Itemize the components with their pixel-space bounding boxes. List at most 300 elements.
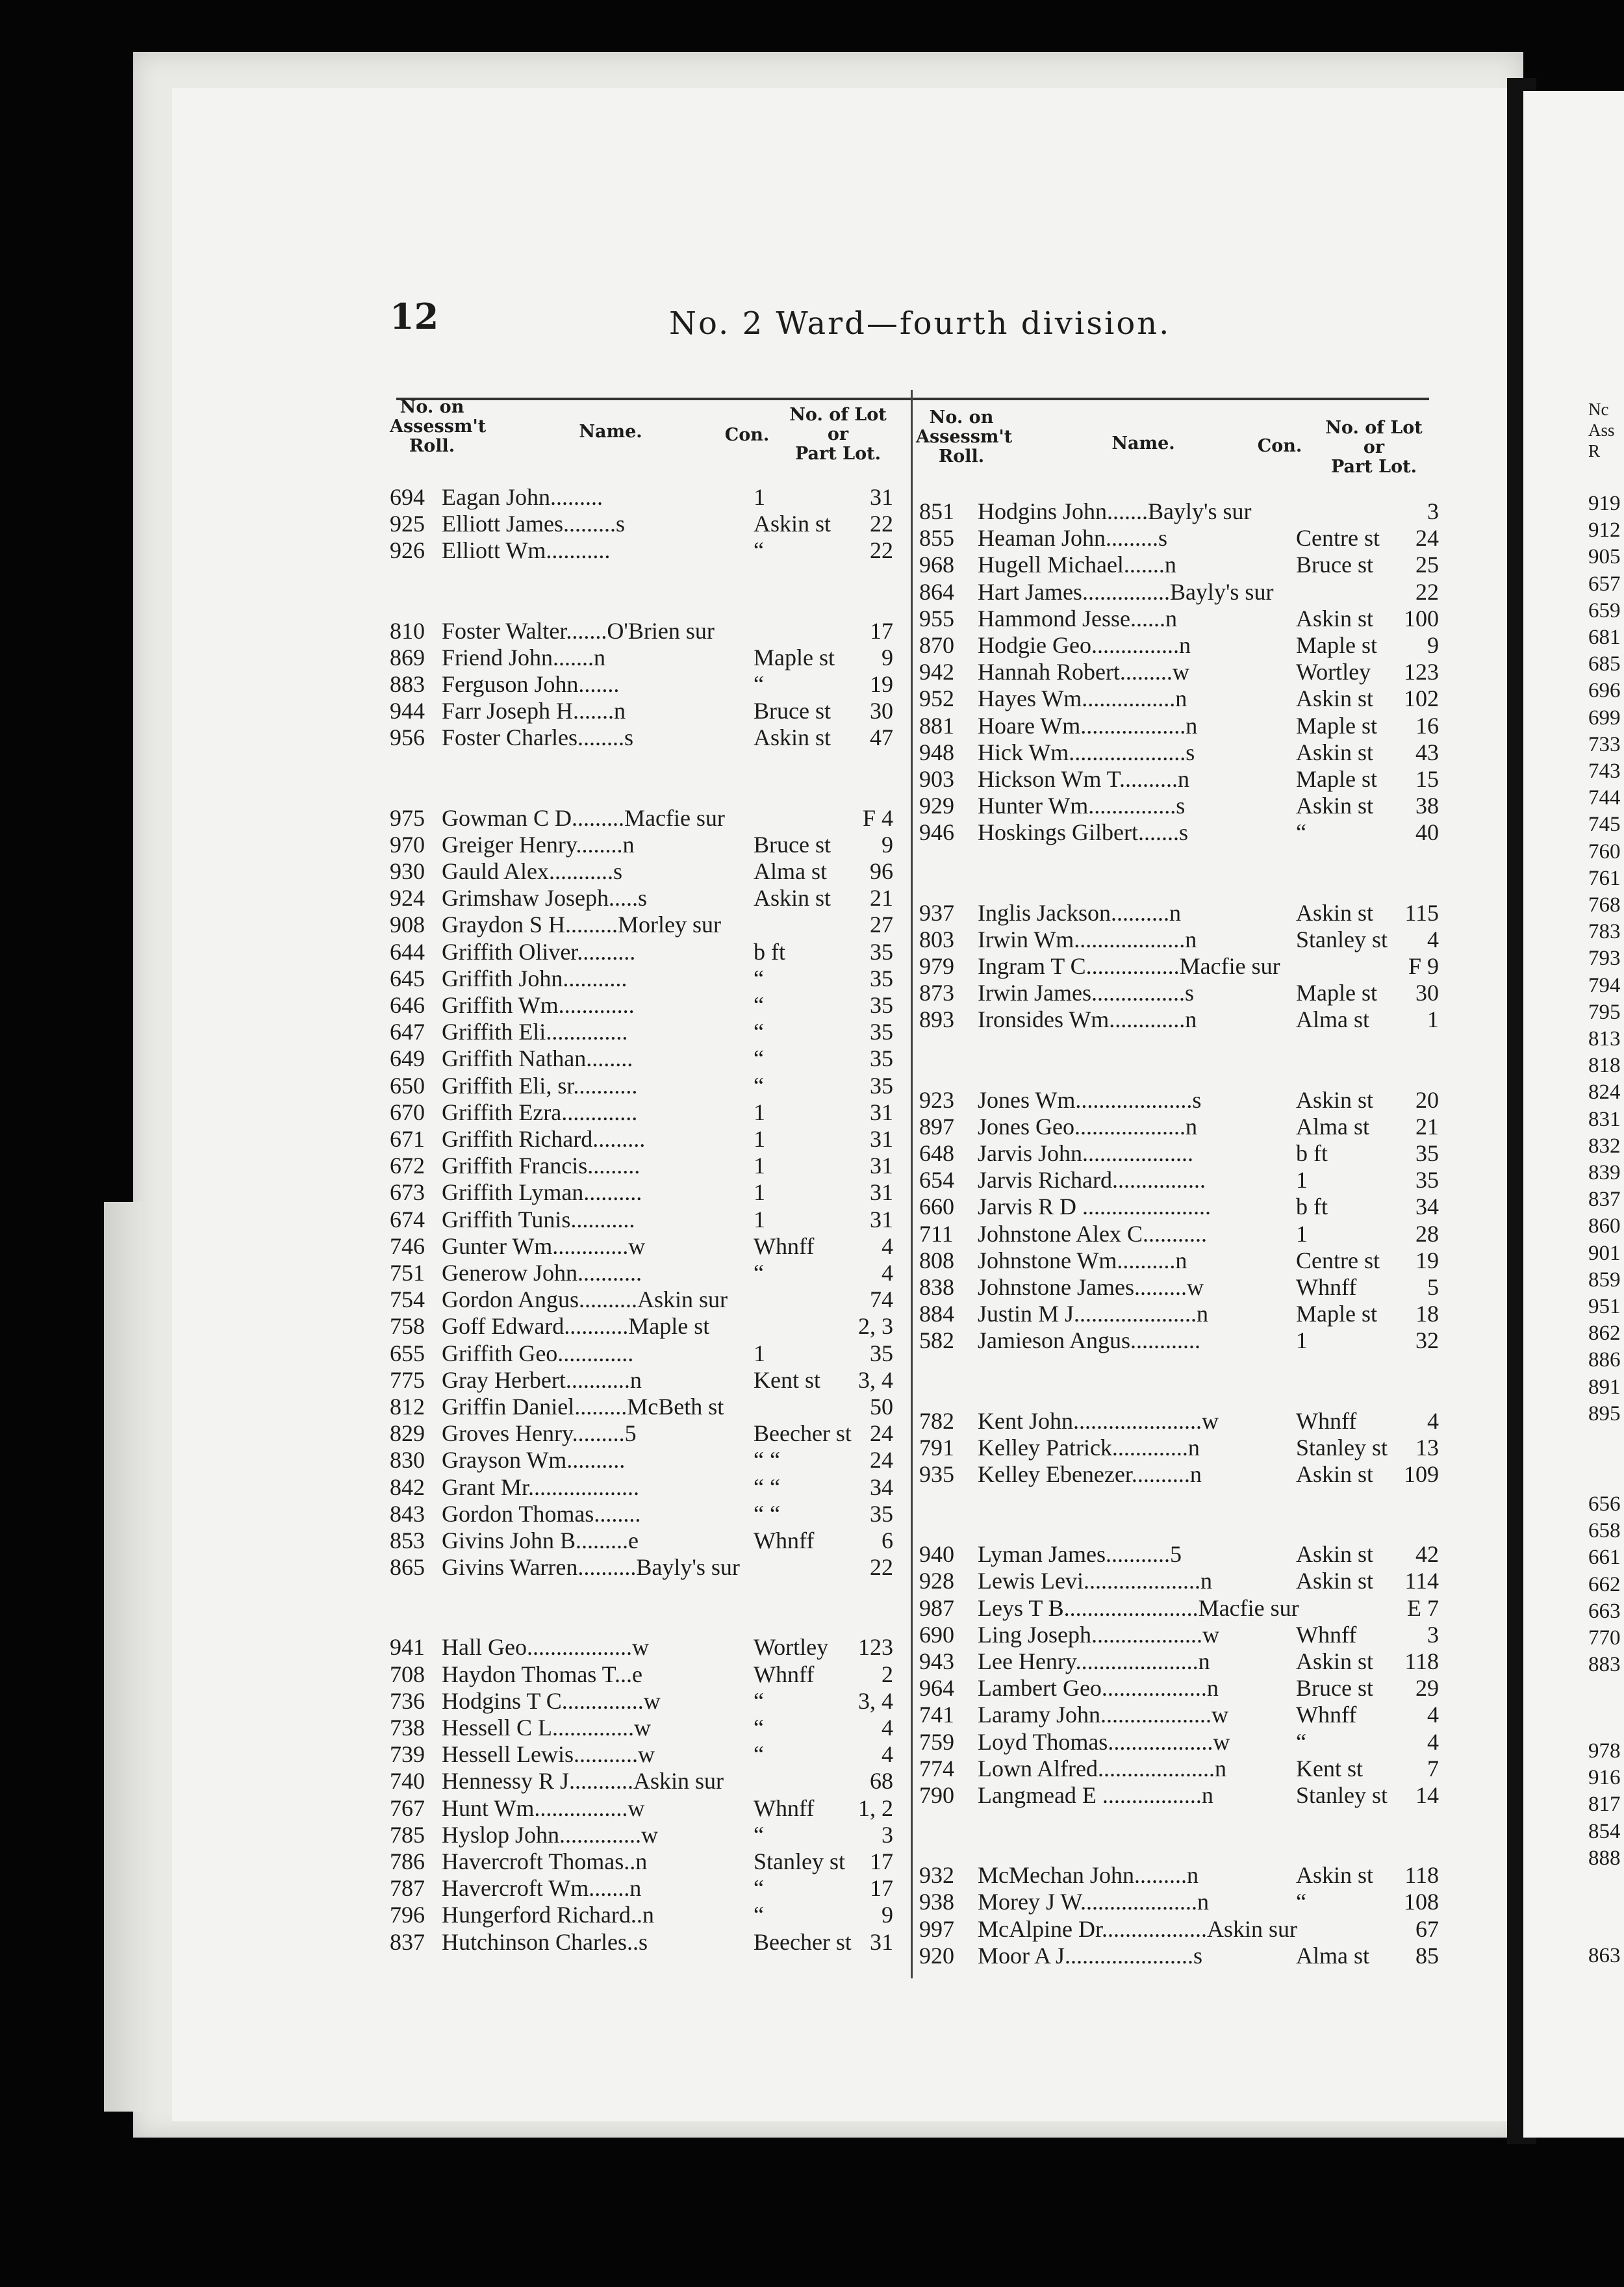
roll-number: 987 xyxy=(919,1594,954,1621)
resident-name: Heaman John.........s xyxy=(978,525,1167,552)
resident-name: McAlpine Dr..................Askin sur xyxy=(978,1915,1297,1942)
roll-number: 955 xyxy=(919,605,954,632)
directory-row xyxy=(919,766,1439,792)
resident-name: Elliott James.........s xyxy=(442,511,625,537)
resident-name: Inglis Jackson..........n xyxy=(978,899,1181,926)
resident-name: Gauld Alex...........s xyxy=(442,858,622,884)
concession: b ft xyxy=(1296,1194,1328,1220)
lot-number: 2 xyxy=(882,1661,893,1687)
lot-number: 4 xyxy=(1427,1407,1439,1434)
header-lot-line1: No. of Lot xyxy=(789,405,887,425)
roll-number: 711 xyxy=(919,1220,954,1247)
next-page-roll-number: 888 xyxy=(1588,1846,1621,1870)
resident-name: Kent John......................w xyxy=(978,1407,1219,1434)
concession: Bruce st xyxy=(754,698,831,724)
roll-number: 948 xyxy=(919,739,954,765)
roll-number: 920 xyxy=(919,1942,954,1969)
concession: Maple st xyxy=(754,644,835,671)
lot-number: 7 xyxy=(1427,1755,1439,1782)
lot-number: 22 xyxy=(1415,578,1439,605)
directory-row xyxy=(390,671,903,697)
concession: Maple st xyxy=(1296,766,1377,792)
roll-number: 782 xyxy=(919,1407,954,1434)
lot-number: 96 xyxy=(870,858,893,884)
concession: Wortley xyxy=(1296,659,1371,685)
next-page-roll-number: 685 xyxy=(1588,652,1621,676)
resident-name: Griffith Oliver.......... xyxy=(442,938,636,965)
lot-number: 3 xyxy=(882,1821,893,1848)
concession: Centre st xyxy=(1296,525,1380,552)
concession: Kent st xyxy=(1296,1755,1363,1782)
lot-number: 16 xyxy=(1415,712,1439,739)
concession: “ xyxy=(754,1821,764,1848)
resident-name: Lee Henry.....................n xyxy=(978,1648,1210,1674)
concession: Bruce st xyxy=(754,831,831,858)
concession: “ xyxy=(754,537,764,564)
resident-name: Hessell C L..............w xyxy=(442,1715,651,1741)
directory-row xyxy=(390,511,903,537)
roll-number: 673 xyxy=(390,1179,425,1206)
next-page-roll-number: 733 xyxy=(1588,732,1621,756)
resident-name: Jones Geo...................n xyxy=(978,1113,1197,1140)
resident-name: Justin M J.....................n xyxy=(978,1301,1209,1327)
lot-number: 28 xyxy=(1415,1220,1439,1247)
lot-number: 35 xyxy=(1415,1140,1439,1166)
resident-name: Hodgins T C..............w xyxy=(442,1687,661,1714)
roll-number: 674 xyxy=(390,1206,425,1233)
resident-name: Hodgins John.......Bayly's sur xyxy=(978,498,1252,524)
concession: Maple st xyxy=(1296,1301,1377,1327)
directory-row xyxy=(390,618,903,644)
roll-number: 932 xyxy=(919,1862,954,1889)
resident-name: Givins Warren..........Bayly's sur xyxy=(442,1554,740,1581)
resident-name: Goff Edward...........Maple st xyxy=(442,1313,710,1340)
roll-number: 751 xyxy=(390,1260,425,1286)
lot-number: 24 xyxy=(870,1420,893,1447)
resident-name: Irwin Wm...................n xyxy=(978,926,1197,952)
resident-name: Lewis Levi....................n xyxy=(978,1568,1212,1594)
lot-number: 1, 2 xyxy=(858,1795,893,1821)
header-lot-right xyxy=(1312,418,1436,477)
concession: Askin st xyxy=(754,885,831,912)
directory-row xyxy=(390,1715,903,1741)
resident-name: Hayes Wm................n xyxy=(978,685,1187,712)
lot-number: 85 xyxy=(1415,1942,1439,1969)
directory-row xyxy=(919,632,1439,658)
concession: “ xyxy=(1296,1728,1306,1755)
roll-number: 940 xyxy=(919,1541,954,1568)
resident-name: Kelley Patrick.............n xyxy=(978,1434,1200,1461)
resident-name: Hoare Wm..................n xyxy=(978,712,1198,739)
resident-name: Jarvis R D ...................... xyxy=(978,1194,1211,1220)
directory-row xyxy=(390,645,903,671)
next-page-roll-number: 760 xyxy=(1588,839,1621,863)
lot-number: 30 xyxy=(1415,980,1439,1006)
roll-number: 646 xyxy=(390,992,425,1018)
concession: Stanley st xyxy=(1296,926,1388,952)
lot-number: 67 xyxy=(1415,1915,1439,1942)
roll-number: 738 xyxy=(390,1715,425,1741)
concession: b ft xyxy=(1296,1140,1328,1166)
roll-number: 881 xyxy=(919,712,954,739)
roll-number: 655 xyxy=(390,1340,425,1366)
lot-number: 5 xyxy=(1427,1274,1439,1300)
header-no-left xyxy=(390,397,487,456)
lot-number: 35 xyxy=(870,992,893,1018)
concession: Kent st xyxy=(754,1366,820,1393)
lot-number: 43 xyxy=(1415,739,1439,765)
roll-number: 649 xyxy=(390,1045,425,1072)
next-page-roll-number: 744 xyxy=(1588,786,1621,810)
roll-number: 708 xyxy=(390,1661,425,1687)
next-page-roll-number: 837 xyxy=(1588,1188,1621,1212)
next-page-roll-number: Ass xyxy=(1588,420,1615,440)
directory-row xyxy=(390,1527,903,1553)
lot-number: 31 xyxy=(870,1153,893,1179)
resident-name: Elliott Wm........... xyxy=(442,537,611,564)
lot-number: 21 xyxy=(870,885,893,912)
directory-row xyxy=(390,537,903,563)
resident-name: Havercroft Wm.......n xyxy=(442,1875,642,1902)
resident-name: Jones Wm....................s xyxy=(978,1086,1202,1113)
lot-number: 118 xyxy=(1404,1862,1439,1889)
directory-row xyxy=(390,1875,903,1901)
directory-row xyxy=(390,1848,903,1874)
directory-row xyxy=(390,858,903,884)
header-no-line3: Roll. xyxy=(938,446,985,466)
directory-row xyxy=(919,1943,1439,1969)
concession: Whnff xyxy=(754,1233,815,1259)
directory-row xyxy=(390,1741,903,1767)
next-page-roll-number: 854 xyxy=(1588,1819,1621,1843)
lot-number: 13 xyxy=(1415,1434,1439,1461)
next-page-roll-number: 839 xyxy=(1588,1161,1621,1184)
resident-name: Gunter Wm.............w xyxy=(442,1233,646,1259)
concession: “ xyxy=(754,965,764,991)
next-page-roll-number: 813 xyxy=(1588,1027,1621,1051)
header-lot-line2: or xyxy=(827,424,849,444)
lot-number: 3 xyxy=(1427,1621,1439,1648)
directory-row xyxy=(919,1408,1439,1434)
concession: Beecher st xyxy=(754,1928,852,1955)
directory-row xyxy=(919,819,1439,845)
header-lot-line1: No. of Lot xyxy=(1325,418,1423,438)
roll-number: 671 xyxy=(390,1126,425,1152)
resident-name: Gowman C D.........Macfie sur xyxy=(442,804,725,831)
roll-number: 873 xyxy=(919,980,954,1006)
lot-number: 31 xyxy=(870,1099,893,1125)
roll-number: 739 xyxy=(390,1741,425,1768)
next-page-roll-number: Nc xyxy=(1588,400,1609,419)
roll-number: 830 xyxy=(390,1447,425,1474)
roll-number: 829 xyxy=(390,1420,425,1447)
resident-name: Grant Mr................... xyxy=(442,1474,639,1500)
resident-name: Hutchinson Charles..s xyxy=(442,1928,648,1955)
next-page-roll-number: 783 xyxy=(1588,920,1621,944)
resident-name: McMechan John.........n xyxy=(978,1862,1199,1889)
resident-name: Ferguson John....... xyxy=(442,671,620,697)
concession: 1 xyxy=(754,1153,765,1179)
resident-name: Jamieson Angus............ xyxy=(978,1327,1201,1354)
resident-name: Griffith Lyman.......... xyxy=(442,1179,642,1206)
lot-number: 9 xyxy=(882,1902,893,1928)
roll-number: 997 xyxy=(919,1915,954,1942)
roll-number: 644 xyxy=(390,938,425,965)
directory-row xyxy=(390,1394,903,1420)
resident-name: Hall Geo..................w xyxy=(442,1634,649,1661)
lot-number: 123 xyxy=(858,1634,893,1661)
resident-name: Generow John........... xyxy=(442,1260,642,1286)
next-page-roll-number: 659 xyxy=(1588,598,1621,622)
lot-number: 38 xyxy=(1415,793,1439,819)
directory-row xyxy=(390,1501,903,1527)
directory-row xyxy=(919,1729,1439,1755)
resident-name: Hick Wm....................s xyxy=(978,739,1195,765)
next-page-roll-number: 895 xyxy=(1588,1401,1621,1425)
concession: 1 xyxy=(754,1126,765,1152)
directory-row xyxy=(919,659,1439,685)
roll-number: 943 xyxy=(919,1648,954,1674)
resident-name: Gordon Angus..........Askin sur xyxy=(442,1286,728,1313)
next-page-roll-number: 661 xyxy=(1588,1546,1621,1570)
roll-number: 853 xyxy=(390,1527,425,1553)
concession: b ft xyxy=(754,938,785,965)
concession: Whnff xyxy=(1296,1274,1357,1300)
roll-number: 930 xyxy=(390,858,425,884)
resident-name: Havercroft Thomas..n xyxy=(442,1848,648,1874)
resident-name: Griffith John........... xyxy=(442,965,628,991)
concession: Beecher st xyxy=(754,1420,852,1447)
roll-number: 865 xyxy=(390,1554,425,1581)
concession: Maple st xyxy=(1296,980,1377,1006)
next-page-roll-number: 745 xyxy=(1588,813,1621,837)
next-page-roll-number: 831 xyxy=(1588,1107,1621,1131)
lot-number: 18 xyxy=(1415,1301,1439,1327)
lot-number: 35 xyxy=(870,1340,893,1366)
resident-name: Hoskings Gilbert.......s xyxy=(978,819,1188,846)
concession: Bruce st xyxy=(1296,552,1373,578)
roll-number: 787 xyxy=(390,1875,425,1902)
resident-name: Graydon S H.........Morley sur xyxy=(442,912,721,938)
resident-name: Haydon Thomas T...e xyxy=(442,1661,642,1687)
lot-number: 34 xyxy=(1415,1194,1439,1220)
page-number: 12 xyxy=(390,296,439,337)
lot-number: 108 xyxy=(1404,1889,1439,1915)
directory-row xyxy=(390,965,903,991)
resident-name: Hickson Wm T..........n xyxy=(978,766,1189,792)
concession: Askin st xyxy=(1296,1862,1374,1889)
roll-number: 970 xyxy=(390,831,425,858)
resident-name: Lown Alfred....................n xyxy=(978,1755,1226,1782)
roll-number: 903 xyxy=(919,766,954,792)
concession: Maple st xyxy=(1296,712,1377,739)
roll-number: 774 xyxy=(919,1755,954,1782)
resident-name: Loyd Thomas..................w xyxy=(978,1728,1230,1755)
roll-number: 908 xyxy=(390,912,425,938)
resident-name: Lyman James...........5 xyxy=(978,1541,1182,1568)
concession: “ xyxy=(754,1687,764,1714)
lot-number: 109 xyxy=(1404,1461,1439,1487)
concession: “ xyxy=(754,1260,764,1286)
concession: “ xyxy=(754,1019,764,1045)
concession: Askin st xyxy=(1296,1648,1374,1674)
lot-number: 4 xyxy=(882,1260,893,1286)
next-page-roll-number: 883 xyxy=(1588,1653,1621,1677)
concession: Whnff xyxy=(754,1795,815,1821)
roll-number: 654 xyxy=(919,1167,954,1194)
lot-number: 32 xyxy=(1415,1327,1439,1354)
directory-row xyxy=(390,1688,903,1714)
concession: “ xyxy=(754,1072,764,1099)
resident-name: Ironsides Wm.............n xyxy=(978,1006,1197,1033)
resident-name: Hodgie Geo...............n xyxy=(978,632,1191,658)
lot-number: F 9 xyxy=(1408,953,1439,979)
lot-number: 29 xyxy=(1415,1675,1439,1702)
directory-row xyxy=(919,1140,1439,1166)
next-page-roll-number: 919 xyxy=(1588,492,1621,515)
roll-number: 775 xyxy=(390,1366,425,1393)
directory-row xyxy=(390,1634,903,1660)
concession: Bruce st xyxy=(1296,1675,1373,1702)
roll-number: 767 xyxy=(390,1795,425,1821)
concession: 1 xyxy=(754,1206,765,1233)
next-page-roll-number: 901 xyxy=(1588,1241,1621,1265)
roll-number: 660 xyxy=(919,1194,954,1220)
directory-row xyxy=(919,1461,1439,1487)
roll-number: 842 xyxy=(390,1474,425,1500)
next-page-roll-number: 770 xyxy=(1588,1626,1621,1650)
resident-name: Greiger Henry........n xyxy=(442,831,635,858)
directory-row xyxy=(919,579,1439,605)
concession: Maple st xyxy=(1296,632,1377,658)
next-page-roll-number: 761 xyxy=(1588,866,1621,890)
directory-row xyxy=(390,1233,903,1259)
directory-row xyxy=(919,498,1439,524)
directory-row xyxy=(919,1087,1439,1113)
resident-name: Hunter Wm...............s xyxy=(978,793,1186,819)
lot-number: 34 xyxy=(870,1474,893,1500)
roll-number: 741 xyxy=(919,1702,954,1728)
header-rule xyxy=(396,398,1429,400)
directory-row xyxy=(390,1474,903,1500)
lot-number: 31 xyxy=(870,484,893,510)
directory-row xyxy=(390,1420,903,1446)
concession: “ xyxy=(754,1902,764,1928)
directory-row xyxy=(390,1795,903,1821)
next-page-roll-number: 793 xyxy=(1588,947,1621,971)
directory-row xyxy=(390,912,903,938)
directory-row xyxy=(919,1862,1439,1888)
resident-name: Griffith Geo............. xyxy=(442,1340,634,1366)
resident-name: Hammond Jesse......n xyxy=(978,605,1177,632)
roll-number: 928 xyxy=(919,1568,954,1594)
lot-number: 115 xyxy=(1404,899,1439,926)
concession: “ “ xyxy=(754,1474,780,1500)
roll-number: 790 xyxy=(919,1782,954,1808)
header-lot-line3: Part Lot. xyxy=(1330,457,1417,477)
resident-name: Langmead E .................n xyxy=(978,1782,1213,1808)
directory-row xyxy=(919,1221,1439,1247)
roll-number: 694 xyxy=(390,484,425,510)
directory-row xyxy=(390,698,903,724)
header-lot-left xyxy=(780,405,896,464)
concession: “ “ xyxy=(754,1447,780,1474)
lot-number: 35 xyxy=(870,1045,893,1072)
header-no-line1: No. on xyxy=(929,407,994,428)
directory-row xyxy=(919,793,1439,819)
lot-number: 9 xyxy=(882,644,893,671)
directory-row xyxy=(390,1661,903,1687)
next-page-roll-number: 818 xyxy=(1588,1054,1621,1078)
directory-row xyxy=(390,832,903,858)
next-page-roll-number: 916 xyxy=(1588,1766,1621,1790)
lot-number: 118 xyxy=(1404,1648,1439,1674)
lot-number: 35 xyxy=(870,938,893,965)
roll-number: 754 xyxy=(390,1286,425,1313)
resident-name: Hugell Michael.......n xyxy=(978,552,1176,578)
lot-number: 19 xyxy=(870,671,893,697)
concession: 1 xyxy=(754,1340,765,1366)
page-fold-shadow xyxy=(104,1202,143,2112)
roll-number: 929 xyxy=(919,793,954,819)
roll-number: 785 xyxy=(390,1821,425,1848)
column-divider xyxy=(911,390,913,1978)
directory-row xyxy=(919,1889,1439,1915)
roll-number: 810 xyxy=(390,617,425,644)
directory-row xyxy=(919,926,1439,952)
roll-number: 935 xyxy=(919,1461,954,1487)
directory-row xyxy=(390,1207,903,1233)
resident-name: Kelley Ebenezer..........n xyxy=(978,1461,1202,1487)
roll-number: 648 xyxy=(919,1140,954,1166)
resident-name: Farr Joseph H.......n xyxy=(442,698,626,724)
concession: 1 xyxy=(1296,1167,1308,1194)
roll-number: 883 xyxy=(390,671,425,697)
directory-row xyxy=(919,525,1439,551)
resident-name: Hunt Wm................w xyxy=(442,1795,645,1821)
directory-row xyxy=(919,1114,1439,1140)
lot-number: 4 xyxy=(882,1233,893,1259)
resident-name: Lambert Geo..................n xyxy=(978,1675,1219,1702)
directory-row xyxy=(919,980,1439,1006)
lot-number: 22 xyxy=(870,1554,893,1581)
directory-row xyxy=(390,1286,903,1312)
roll-number: 938 xyxy=(919,1889,954,1915)
roll-number: 941 xyxy=(390,1634,425,1661)
resident-name: Friend John.......n xyxy=(442,644,605,671)
roll-number: 672 xyxy=(390,1153,425,1179)
roll-number: 808 xyxy=(919,1247,954,1273)
concession: Askin st xyxy=(754,724,831,751)
roll-number: 870 xyxy=(919,632,954,658)
directory-row xyxy=(919,713,1439,739)
lot-number: 4 xyxy=(1427,1702,1439,1728)
directory-row xyxy=(919,1194,1439,1220)
resident-name: Eagan John......... xyxy=(442,484,603,510)
resident-name: Griffith Eli, sr........... xyxy=(442,1072,638,1099)
directory-row xyxy=(919,1916,1439,1942)
directory-row xyxy=(919,1327,1439,1353)
lot-number: 30 xyxy=(870,698,893,724)
next-page-roll-number: 912 xyxy=(1588,518,1621,543)
directory-row xyxy=(919,739,1439,765)
resident-name: Givins John B.........e xyxy=(442,1527,639,1553)
directory-row xyxy=(390,1554,903,1580)
roll-number: 690 xyxy=(919,1621,954,1648)
directory-row xyxy=(919,1568,1439,1594)
lot-number: 123 xyxy=(1404,659,1439,685)
lot-number: 42 xyxy=(1415,1541,1439,1568)
